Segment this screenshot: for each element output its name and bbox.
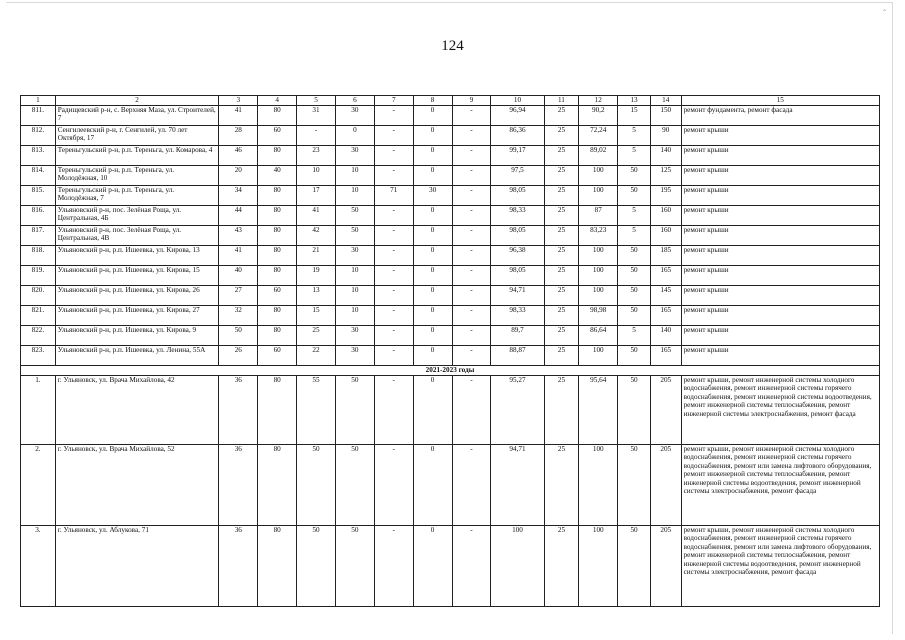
column-header: 3	[219, 96, 258, 106]
row-number-cell: 819.	[21, 266, 56, 286]
col-7-cell: -	[374, 526, 413, 607]
col-8-cell: 0	[413, 346, 452, 366]
col-7-cell: -	[374, 376, 413, 445]
col-7-cell: -	[374, 226, 413, 246]
table-row	[21, 186, 880, 206]
col-3-cell: 36	[219, 445, 258, 526]
address-cell: Тереньгульский р-н, р.п. Тереньга, ул. Комарова, 4	[55, 146, 219, 166]
col-10-cell: 98,05	[491, 266, 544, 286]
address-cell: Ульяновский р-н, пос. Зелёная Роща, ул. Центральная, 4Б	[55, 206, 219, 226]
col-4-cell: 80	[258, 226, 297, 246]
col-11-cell: 25	[544, 166, 579, 186]
col-7-cell: -	[374, 445, 413, 526]
col-11-cell: 25	[544, 206, 579, 226]
col-6-cell: 30	[335, 106, 374, 126]
col-3-cell: 46	[219, 146, 258, 166]
col-12-cell: 83,23	[579, 226, 618, 246]
col-12-cell: 100	[579, 246, 618, 266]
col-9-cell: -	[452, 445, 491, 526]
col-3-cell: 27	[219, 286, 258, 306]
col-9-cell: -	[452, 146, 491, 166]
column-number-row	[21, 96, 880, 106]
col-10-cell: 100	[491, 526, 544, 607]
work-types-cell: ремонт крыши	[681, 266, 879, 286]
col-12-cell: 100	[579, 186, 618, 206]
work-types-cell: ремонт крыши, ремонт инженерной системы холодного водоснабжения, ремонт инженерной системы горячего водоснабжения, ремонт или замена лифтового оборудования, ремонт инженерной системы теплоснабжения, ремонт инженерной системы водоотведения, ремонт инженерной системы электроснабжения, ремонт фасада	[681, 445, 879, 526]
col-14-cell: 165	[650, 266, 681, 286]
row-number-cell: 813.	[21, 146, 56, 166]
col-9-cell: -	[452, 246, 491, 266]
col-14-cell: 160	[650, 206, 681, 226]
col-3-cell: 34	[219, 186, 258, 206]
work-types-cell: ремонт крыши	[681, 346, 879, 366]
address-cell: Ульяновский р-н, р.п. Ишеевка, ул. Ленина, 55А	[55, 346, 219, 366]
col-4-cell: 80	[258, 526, 297, 607]
col-8-cell: 30	[413, 186, 452, 206]
col-10-cell: 96,94	[491, 106, 544, 126]
col-14-cell: 205	[650, 526, 681, 607]
address-cell: Ульяновский р-н, р.п. Ишеевка, ул. Кирова, 26	[55, 286, 219, 306]
col-4-cell: 80	[258, 376, 297, 445]
col-14-cell: 185	[650, 246, 681, 266]
col-8-cell: 0	[413, 126, 452, 146]
col-6-cell: 10	[335, 166, 374, 186]
col-9-cell: -	[452, 186, 491, 206]
col-14-cell: 205	[650, 376, 681, 445]
col-9-cell: -	[452, 306, 491, 326]
address-cell: Тереньгульский р-н, р.п. Тереньга, ул. Молодёжная, 7	[55, 186, 219, 206]
col-13-cell: 50	[618, 376, 651, 445]
col-7-cell: -	[374, 166, 413, 186]
col-5-cell: 21	[297, 246, 336, 266]
col-5-cell: 25	[297, 326, 336, 346]
col-13-cell: 50	[618, 266, 651, 286]
work-types-cell: ремонт крыши	[681, 326, 879, 346]
col-13-cell: 50	[618, 286, 651, 306]
col-12-cell: 100	[579, 445, 618, 526]
col-5-cell: 50	[297, 445, 336, 526]
col-12-cell: 100	[579, 266, 618, 286]
row-number-cell: 815.	[21, 186, 56, 206]
row-number-cell: 1.	[21, 376, 56, 445]
column-header: 15	[681, 96, 879, 106]
col-12-cell: 100	[579, 346, 618, 366]
address-cell: Ульяновский р-н, р.п. Ишеевка, ул. Кирова, 13	[55, 246, 219, 266]
address-cell: Тереньгульский р-н, р.п. Тереньга, ул. Молодёжная, 10	[55, 166, 219, 186]
col-5-cell: 55	[297, 376, 336, 445]
col-6-cell: 10	[335, 266, 374, 286]
col-5-cell: -	[297, 126, 336, 146]
scan-border-right	[892, 2, 893, 634]
col-11-cell: 25	[544, 286, 579, 306]
col-5-cell: 22	[297, 346, 336, 366]
col-5-cell: 10	[297, 166, 336, 186]
col-3-cell: 44	[219, 206, 258, 226]
col-5-cell: 19	[297, 266, 336, 286]
col-3-cell: 20	[219, 166, 258, 186]
col-4-cell: 80	[258, 326, 297, 346]
row-number-cell: 2.	[21, 445, 56, 526]
col-14-cell: 140	[650, 146, 681, 166]
col-9-cell: -	[452, 266, 491, 286]
col-13-cell: 50	[618, 306, 651, 326]
table-row	[21, 226, 880, 246]
table-row	[21, 445, 880, 526]
column-header: 6	[335, 96, 374, 106]
col-4-cell: 80	[258, 186, 297, 206]
col-7-cell: -	[374, 306, 413, 326]
col-6-cell: 0	[335, 126, 374, 146]
col-4-cell: 80	[258, 106, 297, 126]
row-number-cell: 818.	[21, 246, 56, 266]
col-4-cell: 60	[258, 126, 297, 146]
col-10-cell: 95,27	[491, 376, 544, 445]
col-5-cell: 42	[297, 226, 336, 246]
table-row	[21, 326, 880, 346]
address-cell: Ульяновский р-н, р.п. Ишеевка, ул. Кирова, 9	[55, 326, 219, 346]
col-5-cell: 41	[297, 206, 336, 226]
col-12-cell: 86,64	[579, 326, 618, 346]
row-number-cell: 822.	[21, 326, 56, 346]
col-11-cell: 25	[544, 106, 579, 126]
table-body-2020	[21, 106, 880, 366]
col-8-cell: 0	[413, 226, 452, 246]
table-row	[21, 306, 880, 326]
work-types-cell: ремонт крыши	[681, 126, 879, 146]
work-types-cell: ремонт фундамента, ремонт фасада	[681, 106, 879, 126]
column-header: 9	[452, 96, 491, 106]
col-13-cell: 50	[618, 346, 651, 366]
table-row	[21, 526, 880, 607]
col-12-cell: 100	[579, 286, 618, 306]
col-8-cell: 0	[413, 146, 452, 166]
table-row	[21, 126, 880, 146]
col-11-cell: 25	[544, 226, 579, 246]
col-12-cell: 98,98	[579, 306, 618, 326]
address-cell: Ульяновский р-н, р.п. Ишеевка, ул. Кирова, 15	[55, 266, 219, 286]
column-header: 8	[413, 96, 452, 106]
col-4-cell: 80	[258, 146, 297, 166]
col-8-cell: 0	[413, 206, 452, 226]
col-13-cell: 5	[618, 126, 651, 146]
scan-border-top	[6, 2, 892, 3]
col-11-cell: 25	[544, 266, 579, 286]
col-4-cell: 80	[258, 246, 297, 266]
col-13-cell: 50	[618, 445, 651, 526]
col-11-cell: 25	[544, 186, 579, 206]
col-13-cell: 50	[618, 246, 651, 266]
col-3-cell: 28	[219, 126, 258, 146]
work-types-cell: ремонт крыши	[681, 206, 879, 226]
col-14-cell: 125	[650, 166, 681, 186]
col-8-cell: 0	[413, 166, 452, 186]
col-3-cell: 43	[219, 226, 258, 246]
row-number-cell: 814.	[21, 166, 56, 186]
col-12-cell: 87	[579, 206, 618, 226]
col-11-cell: 25	[544, 326, 579, 346]
col-6-cell: 30	[335, 246, 374, 266]
col-14-cell: 195	[650, 186, 681, 206]
col-3-cell: 32	[219, 306, 258, 326]
col-8-cell: 0	[413, 326, 452, 346]
col-14-cell: 205	[650, 445, 681, 526]
col-4-cell: 80	[258, 266, 297, 286]
col-10-cell: 98,05	[491, 186, 544, 206]
scan-mark: ˆ	[883, 8, 886, 18]
col-14-cell: 90	[650, 126, 681, 146]
col-14-cell: 140	[650, 326, 681, 346]
col-5-cell: 13	[297, 286, 336, 306]
col-4-cell: 60	[258, 346, 297, 366]
address-cell: Ульяновский р-н, р.п. Ишеевка, ул. Кирова, 27	[55, 306, 219, 326]
table-body-2021-2023	[21, 376, 880, 607]
col-4-cell: 80	[258, 306, 297, 326]
col-3-cell: 26	[219, 346, 258, 366]
row-number-cell: 821.	[21, 306, 56, 326]
column-header: 10	[491, 96, 544, 106]
column-header: 1	[21, 96, 56, 106]
col-12-cell: 100	[579, 526, 618, 607]
col-7-cell: -	[374, 346, 413, 366]
col-14-cell: 165	[650, 346, 681, 366]
col-5-cell: 50	[297, 526, 336, 607]
col-7-cell: 71	[374, 186, 413, 206]
col-13-cell: 5	[618, 146, 651, 166]
col-8-cell: 0	[413, 286, 452, 306]
col-4-cell: 40	[258, 166, 297, 186]
section-header-row	[21, 366, 880, 376]
col-7-cell: -	[374, 266, 413, 286]
column-header: 7	[374, 96, 413, 106]
table-row	[21, 376, 880, 445]
work-types-cell: ремонт крыши, ремонт инженерной системы холодного водоснабжения, ремонт инженерной системы горячего водоснабжения, ремонт инженерной системы водоотведения, ремонт инженерной системы теплоснабжения, ремонт инженерной системы электроснабжения, ремонт фасада	[681, 376, 879, 445]
col-12-cell: 72,24	[579, 126, 618, 146]
col-9-cell: -	[452, 226, 491, 246]
col-11-cell: 25	[544, 146, 579, 166]
col-11-cell: 25	[544, 126, 579, 146]
col-7-cell: -	[374, 206, 413, 226]
col-12-cell: 89,02	[579, 146, 618, 166]
col-7-cell: -	[374, 106, 413, 126]
row-number-cell: 3.	[21, 526, 56, 607]
col-13-cell: 50	[618, 526, 651, 607]
row-number-cell: 817.	[21, 226, 56, 246]
col-9-cell: -	[452, 326, 491, 346]
col-3-cell: 36	[219, 526, 258, 607]
col-10-cell: 97,5	[491, 166, 544, 186]
col-10-cell: 99,17	[491, 146, 544, 166]
col-6-cell: 50	[335, 376, 374, 445]
col-3-cell: 40	[219, 266, 258, 286]
col-6-cell: 10	[335, 186, 374, 206]
section-title: 2021-2023 годы	[21, 366, 880, 376]
col-13-cell: 50	[618, 186, 651, 206]
col-14-cell: 150	[650, 106, 681, 126]
col-5-cell: 17	[297, 186, 336, 206]
col-12-cell: 95,64	[579, 376, 618, 445]
col-6-cell: 50	[335, 206, 374, 226]
col-13-cell: 15	[618, 106, 651, 126]
col-8-cell: 0	[413, 376, 452, 445]
col-7-cell: -	[374, 286, 413, 306]
col-4-cell: 80	[258, 206, 297, 226]
col-10-cell: 98,33	[491, 306, 544, 326]
col-10-cell: 89,7	[491, 326, 544, 346]
address-cell: г. Ульяновск, ул. Врача Михайлова, 42	[55, 376, 219, 445]
col-14-cell: 160	[650, 226, 681, 246]
col-6-cell: 50	[335, 526, 374, 607]
col-4-cell: 80	[258, 445, 297, 526]
row-number-cell: 823.	[21, 346, 56, 366]
address-cell: Сенгилеевский р-н, г. Сенгилей, ул. 70 лет Октября, 17	[55, 126, 219, 146]
col-6-cell: 30	[335, 346, 374, 366]
col-5-cell: 31	[297, 106, 336, 126]
col-9-cell: -	[452, 286, 491, 306]
col-3-cell: 50	[219, 326, 258, 346]
page-number: 124	[441, 38, 464, 54]
col-14-cell: 165	[650, 306, 681, 326]
col-6-cell: 30	[335, 326, 374, 346]
col-9-cell: -	[452, 106, 491, 126]
col-6-cell: 10	[335, 306, 374, 326]
column-header: 5	[297, 96, 336, 106]
table-row	[21, 286, 880, 306]
col-9-cell: -	[452, 376, 491, 445]
table-row	[21, 246, 880, 266]
col-11-cell: 25	[544, 376, 579, 445]
column-header: 2	[55, 96, 219, 106]
work-types-cell: ремонт крыши	[681, 306, 879, 326]
col-7-cell: -	[374, 126, 413, 146]
col-11-cell: 25	[544, 445, 579, 526]
col-4-cell: 60	[258, 286, 297, 306]
col-5-cell: 15	[297, 306, 336, 326]
col-9-cell: -	[452, 166, 491, 186]
col-5-cell: 23	[297, 146, 336, 166]
work-types-cell: ремонт крыши	[681, 186, 879, 206]
col-3-cell: 41	[219, 106, 258, 126]
col-10-cell: 96,38	[491, 246, 544, 266]
col-8-cell: 0	[413, 526, 452, 607]
col-10-cell: 86,36	[491, 126, 544, 146]
col-13-cell: 50	[618, 166, 651, 186]
column-header: 12	[579, 96, 618, 106]
work-types-cell: ремонт крыши	[681, 246, 879, 266]
col-13-cell: 5	[618, 326, 651, 346]
col-6-cell: 30	[335, 146, 374, 166]
table-row	[21, 146, 880, 166]
address-cell: Ульяновский р-н, пос. Зелёная Роща, ул. Центральная, 4В	[55, 226, 219, 246]
table-row	[21, 106, 880, 126]
col-7-cell: -	[374, 146, 413, 166]
row-number-cell: 820.	[21, 286, 56, 306]
table-row	[21, 266, 880, 286]
col-11-cell: 25	[544, 246, 579, 266]
col-11-cell: 25	[544, 526, 579, 607]
col-14-cell: 145	[650, 286, 681, 306]
column-header: 11	[544, 96, 579, 106]
col-6-cell: 50	[335, 445, 374, 526]
col-13-cell: 5	[618, 226, 651, 246]
col-11-cell: 25	[544, 346, 579, 366]
col-9-cell: -	[452, 206, 491, 226]
address-cell: Радищевский р-н, с. Верхняя Маза, ул. Строителей, 7	[55, 106, 219, 126]
work-types-cell: ремонт крыши	[681, 166, 879, 186]
work-types-cell: ремонт крыши	[681, 146, 879, 166]
address-cell: г. Ульяновск, ул. Аблукова, 71	[55, 526, 219, 607]
col-8-cell: 0	[413, 246, 452, 266]
table-row	[21, 206, 880, 226]
address-cell: г. Ульяновск, ул. Врача Михайлова, 52	[55, 445, 219, 526]
col-9-cell: -	[452, 126, 491, 146]
column-header: 4	[258, 96, 297, 106]
col-9-cell: -	[452, 346, 491, 366]
row-number-cell: 812.	[21, 126, 56, 146]
col-12-cell: 100	[579, 166, 618, 186]
col-3-cell: 41	[219, 246, 258, 266]
table-row	[21, 166, 880, 186]
work-types-cell: ремонт крыши	[681, 226, 879, 246]
col-6-cell: 50	[335, 226, 374, 246]
col-10-cell: 98,33	[491, 206, 544, 226]
work-types-cell: ремонт крыши, ремонт инженерной системы холодного водоснабжения, ремонт инженерной системы горячего водоснабжения, ремонт или замена лифтового оборудования, ремонт инженерной системы теплоснабжения, ремонт инженерной системы водоотведения, ремонт инженерной системы электроснабжения, ремонт фасада	[681, 526, 879, 607]
col-12-cell: 90,2	[579, 106, 618, 126]
row-number-cell: 816.	[21, 206, 56, 226]
section-header-body	[21, 366, 880, 376]
col-8-cell: 0	[413, 106, 452, 126]
col-13-cell: 5	[618, 206, 651, 226]
column-header: 13	[618, 96, 651, 106]
table-row	[21, 346, 880, 366]
column-header: 14	[650, 96, 681, 106]
col-8-cell: 0	[413, 445, 452, 526]
col-10-cell: 94,71	[491, 445, 544, 526]
col-8-cell: 0	[413, 266, 452, 286]
col-11-cell: 25	[544, 306, 579, 326]
row-number-cell: 811.	[21, 106, 56, 126]
col-10-cell: 88,87	[491, 346, 544, 366]
col-9-cell: -	[452, 526, 491, 607]
col-10-cell: 94,71	[491, 286, 544, 306]
repair-schedule-table	[20, 95, 880, 607]
col-3-cell: 36	[219, 376, 258, 445]
col-10-cell: 98,05	[491, 226, 544, 246]
col-6-cell: 10	[335, 286, 374, 306]
col-7-cell: -	[374, 246, 413, 266]
col-8-cell: 0	[413, 306, 452, 326]
col-7-cell: -	[374, 326, 413, 346]
work-types-cell: ремонт крыши	[681, 286, 879, 306]
